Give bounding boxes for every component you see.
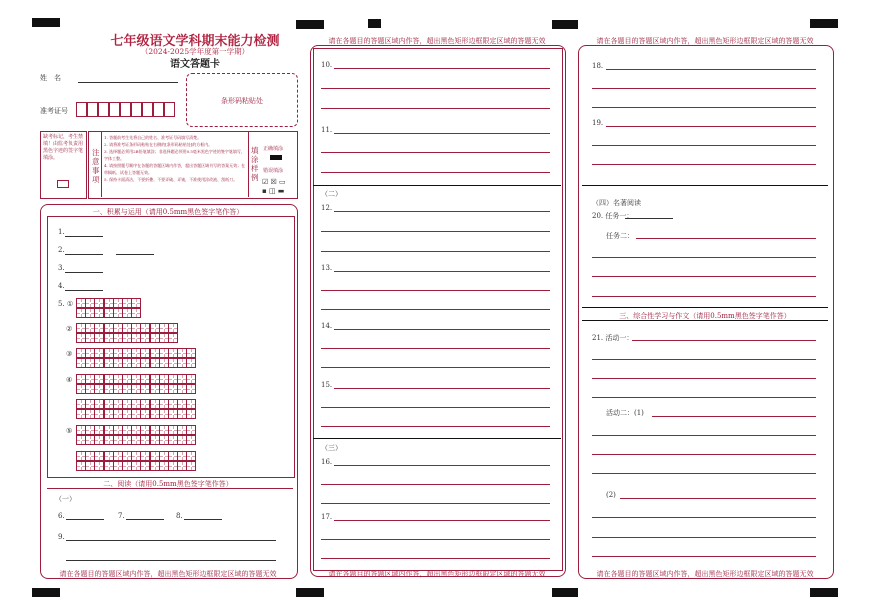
answer-line[interactable] (66, 519, 104, 520)
exam-id-cell[interactable] (142, 102, 153, 117)
activity-2-label: 活动二：(1) (606, 409, 644, 417)
question-16: 16. (321, 458, 333, 466)
fill-wrong-samples: ☑ ☒ ▭ (262, 178, 286, 186)
name-label: 姓 名 (40, 74, 61, 82)
exam-id-cell[interactable] (164, 102, 175, 117)
card-title: 语文答题卡 (170, 59, 220, 70)
answer-line[interactable] (334, 329, 550, 330)
sub-question-4: ④ (66, 376, 73, 384)
answer-line[interactable] (592, 473, 816, 474)
char-grid[interactable] (76, 399, 196, 409)
notice-label: 注意事项 (92, 148, 100, 184)
answer-line[interactable] (116, 254, 154, 255)
question-21: 21. 活动一： (592, 334, 634, 342)
footer-warning: 请在各题目的答题区域内作答，超出黑色矩形边框限定区域的答题无效 (328, 570, 546, 578)
fill-wrong-samples: ▪ ◫ ▬ (262, 187, 285, 195)
char-grid[interactable] (76, 451, 196, 461)
answer-line[interactable] (321, 152, 550, 153)
answer-line[interactable] (321, 503, 550, 504)
answer-line[interactable] (321, 251, 550, 252)
answer-line[interactable] (592, 164, 816, 165)
char-cell[interactable] (186, 399, 196, 409)
header-warning: 请在各题目的答题区域内作答，超出黑色矩形边框限定区域的答题无效 (596, 37, 814, 45)
notice-item: 5. 保持卡面清洁，不要折叠、不要弄破、弄皱，不准使用涂改液、刮纸刀。 (104, 177, 238, 182)
footer-warning: 请在各题目的答题区域内作答，超出黑色矩形边框限定区域的答题无效 (596, 570, 814, 578)
exam-id-cell[interactable] (131, 102, 142, 117)
sub-question-2: ② (66, 325, 73, 333)
question-18: 18. (592, 62, 604, 70)
footer-warning: 请在各题目的答题区域内作答，超出黑色矩形边框限定区域的答题无效 (59, 570, 277, 578)
question-2: 2. (58, 246, 65, 254)
timing-mark (810, 19, 838, 28)
char-grid[interactable] (76, 374, 196, 384)
char-grid[interactable] (76, 435, 196, 445)
answer-line[interactable] (592, 537, 816, 538)
answer-line[interactable] (321, 367, 550, 368)
answer-line[interactable] (334, 133, 550, 134)
char-cell[interactable] (168, 333, 178, 343)
answer-line[interactable] (321, 231, 550, 232)
part4-divider (582, 185, 828, 186)
answer-line[interactable] (592, 107, 816, 108)
answer-line[interactable] (592, 378, 816, 379)
activity-2-part-2-label: (2) (606, 491, 616, 499)
question-8: 8. (176, 512, 183, 520)
barcode-label: 条形码粘贴处 (221, 97, 263, 105)
answer-line[interactable] (592, 88, 816, 89)
answer-line[interactable] (334, 271, 550, 272)
section3-divider-bottom (582, 320, 828, 321)
char-cell[interactable] (186, 461, 196, 471)
answer-line[interactable] (606, 69, 816, 70)
answer-line[interactable] (625, 218, 673, 219)
question-11: 11. (321, 126, 333, 134)
answer-line[interactable] (321, 348, 550, 349)
absent-note: 缺考标记，考生禁填！由监考负责用黑色字迹的签字笔填涂。 (43, 134, 84, 161)
char-grid[interactable] (76, 348, 196, 358)
name-input-line[interactable] (78, 82, 178, 83)
char-grid[interactable] (76, 298, 140, 308)
question-17: 17. (321, 513, 333, 521)
answer-line[interactable] (334, 211, 550, 212)
part2-divider (313, 185, 561, 186)
answer-line[interactable] (65, 272, 103, 273)
answer-line[interactable] (65, 254, 103, 255)
answer-line[interactable] (592, 257, 816, 258)
section3-divider-top (582, 307, 828, 308)
question-7: 7. (118, 512, 125, 520)
question-15: 15. (321, 381, 333, 389)
char-cell[interactable] (186, 374, 196, 384)
answer-line[interactable] (636, 238, 816, 239)
exam-id-cell[interactable] (109, 102, 120, 117)
sub-question-3: ③ (66, 350, 73, 358)
exam-title: 七年级语文学科期末能力检测 (110, 34, 280, 49)
answer-line[interactable] (184, 519, 222, 520)
part3-divider (313, 438, 561, 439)
answer-line[interactable] (592, 276, 816, 277)
timing-mark (32, 588, 60, 597)
absent-checkbox[interactable] (57, 180, 69, 188)
answer-line[interactable] (592, 556, 816, 557)
timing-mark (368, 19, 381, 28)
char-grid[interactable] (76, 461, 196, 471)
exam-subtitle: （2024-2025学年度第一学期） (140, 47, 250, 56)
answer-line[interactable] (334, 465, 550, 466)
answer-line[interactable] (65, 236, 103, 237)
answer-line[interactable] (321, 290, 550, 291)
classics-reading-heading: （四）名著阅读 (592, 199, 641, 207)
section1-heading: 一、积累与运用（请用0.5mm黑色签字笔作答） (92, 208, 244, 216)
answer-line[interactable] (592, 435, 816, 436)
answer-line[interactable] (620, 498, 816, 499)
timing-mark (296, 20, 324, 29)
char-grid[interactable] (76, 358, 196, 368)
exam-id-cell[interactable] (76, 102, 87, 117)
timing-mark (552, 588, 578, 597)
char-grid[interactable] (76, 333, 177, 343)
reading-part-1: （一） (55, 495, 76, 503)
question-6: 6. (58, 512, 65, 520)
answer-line[interactable] (66, 540, 276, 541)
question-20: 20. 任务一： (592, 212, 634, 220)
char-cell[interactable] (186, 348, 196, 358)
answer-line[interactable] (592, 397, 816, 398)
answer-line[interactable] (321, 558, 550, 559)
fill-divider (248, 131, 249, 197)
answer-line[interactable] (334, 388, 550, 389)
question-14: 14. (321, 322, 333, 330)
answer-line[interactable] (334, 68, 550, 69)
notice-item: 1. 答题前考生先将自己的姓名、准考证号码填写清楚。 (104, 135, 202, 140)
answer-line[interactable] (334, 520, 550, 521)
question-19: 19. (592, 119, 604, 127)
timing-mark (552, 20, 578, 29)
sub-question-5: ⑤ (66, 427, 73, 435)
char-cell[interactable] (186, 358, 196, 368)
question-5: 5. ① (58, 300, 74, 308)
answer-line[interactable] (592, 296, 816, 297)
exam-id-cell[interactable] (98, 102, 109, 117)
section2-heading: 二、阅读（请用0.5mm黑色签字笔作答） (103, 480, 233, 488)
answer-line[interactable] (66, 560, 276, 561)
exam-id-cell[interactable] (153, 102, 164, 117)
question-10: 10. (321, 61, 333, 69)
char-cell[interactable] (186, 384, 196, 394)
fill-correct-sample (270, 155, 282, 160)
char-grid[interactable] (76, 409, 196, 419)
answer-line[interactable] (632, 340, 816, 341)
question-12: 12. (321, 204, 333, 212)
char-grid[interactable] (76, 308, 140, 318)
answer-line[interactable] (321, 172, 550, 173)
timing-mark (296, 588, 324, 597)
answer-line[interactable] (321, 426, 550, 427)
answer-line[interactable] (592, 359, 816, 360)
char-cell[interactable] (186, 425, 196, 435)
char-cell[interactable] (186, 409, 196, 419)
char-cell[interactable] (186, 435, 196, 445)
section3-heading: 三、综合性学习与作文（请用0.5mm黑色签字笔作答） (619, 312, 791, 320)
fill-example-label: 填涂样例 (251, 146, 259, 182)
char-grid[interactable] (76, 384, 196, 394)
char-cell[interactable] (131, 298, 141, 308)
answer-line[interactable] (321, 407, 550, 408)
notice-item: 4. 请按照题号顺序在各题的答题区域内作答，超出答题区域书写的答案无效；在草稿纸、试卷上答题无效。 (104, 163, 246, 175)
char-grid[interactable] (76, 425, 196, 435)
char-grid[interactable] (76, 323, 177, 333)
notice-item: 2. 请将准考证条形码粘贴在右侧的[条形码粘贴处]的方框内。 (104, 142, 213, 147)
answer-line[interactable] (321, 539, 550, 540)
question-9: 9. (58, 533, 65, 541)
task-2-label: 任务二： (606, 232, 634, 240)
answer-line[interactable] (652, 416, 816, 417)
answer-line[interactable] (321, 484, 550, 485)
reading-part-2: （二） (321, 190, 342, 198)
fill-correct-label: 正确填涂 (263, 146, 284, 152)
exam-id-cell[interactable] (87, 102, 98, 117)
reading-part-3: （三） (321, 444, 342, 452)
notice-list (104, 134, 246, 183)
answer-line[interactable] (321, 88, 550, 89)
char-cell[interactable] (131, 308, 141, 318)
timing-mark (810, 588, 838, 597)
char-cell[interactable] (186, 451, 196, 461)
answer-line[interactable] (65, 290, 103, 291)
question-4: 4. (58, 282, 65, 290)
answer-line[interactable] (606, 126, 816, 127)
question-1: 1. (58, 228, 65, 236)
exam-id-cell[interactable] (120, 102, 131, 117)
answer-line[interactable] (321, 108, 550, 109)
notice-item: 3. 选择题必须用2B铅笔填涂；非选择题必须用0.5毫米黑色字迹的签字笔填写，字体工整。 (104, 149, 245, 161)
fill-wrong-label: 错误填涂 (263, 168, 284, 174)
notice-divider (101, 131, 102, 197)
question-3: 3. (58, 264, 65, 272)
timing-mark (32, 18, 60, 27)
answer-line[interactable] (592, 454, 816, 455)
answer-line[interactable] (126, 519, 164, 520)
header-warning: 请在各题目的答题区域内作答，超出黑色矩形边框限定区域的答题无效 (328, 37, 546, 45)
answer-line[interactable] (321, 309, 550, 310)
exam-id-label: 准考证号 (40, 107, 68, 115)
answer-line[interactable] (592, 145, 816, 146)
char-cell[interactable] (168, 323, 178, 333)
answer-line[interactable] (592, 517, 816, 518)
question-13: 13. (321, 264, 333, 272)
